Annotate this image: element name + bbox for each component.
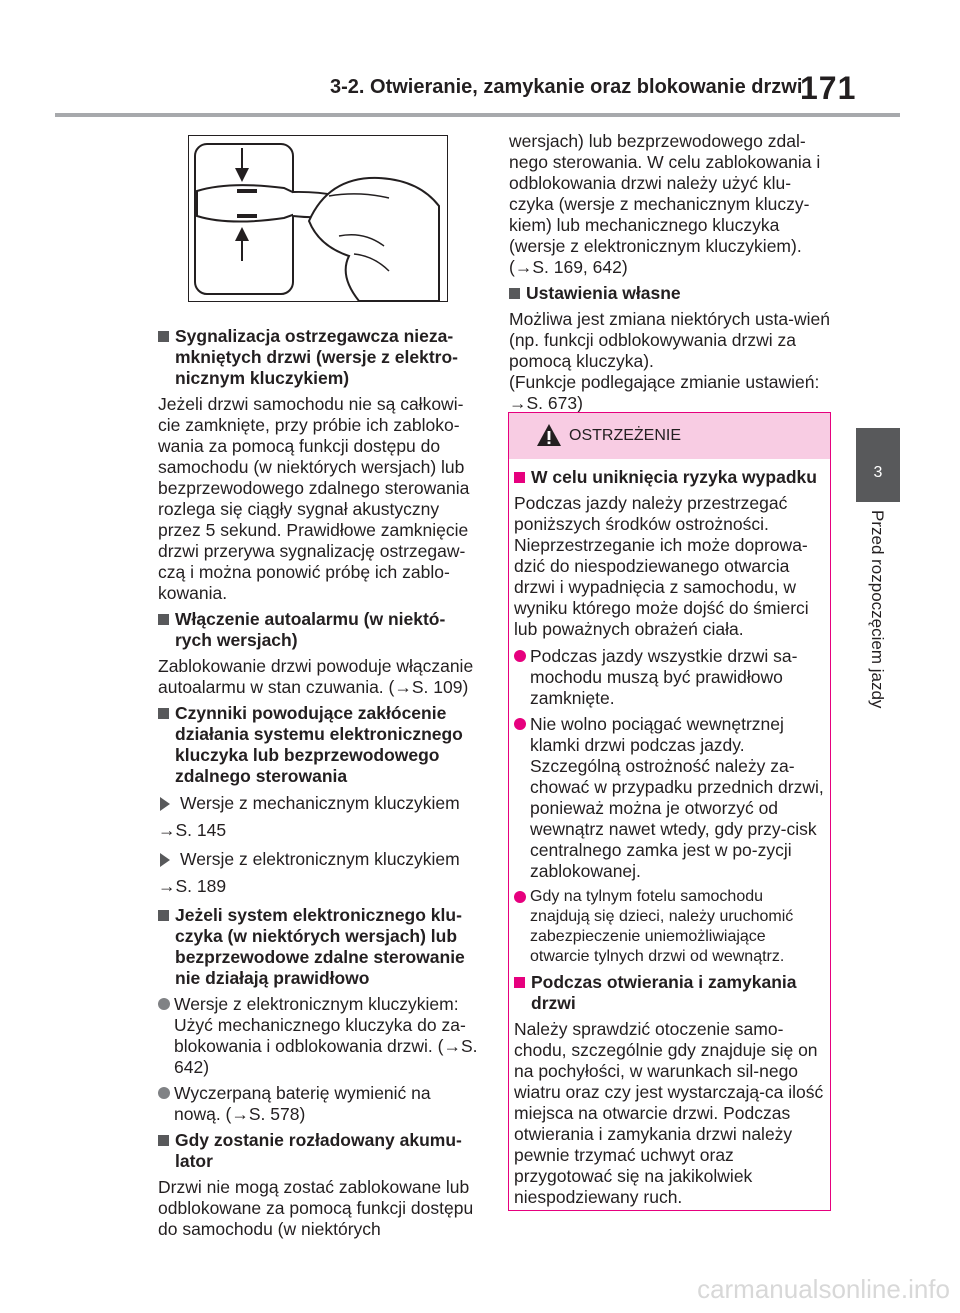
dot-bullet-icon xyxy=(514,650,526,662)
square-bullet-icon xyxy=(158,708,169,719)
page-reference[interactable]: →S. 145 xyxy=(158,820,227,840)
list-item: Gdy na tylnym fotelu samochodu znajdują się dzieci, należy uruchomić zabezpieczenie uniemożliwiające otwarcie tylnych drzwi od wewnątrz. xyxy=(514,887,825,967)
dot-bullet-icon xyxy=(158,998,170,1010)
paragraph: (Funkcje podlegające zmianie ustawień: →S. 673) xyxy=(509,372,820,413)
square-bullet-icon xyxy=(514,977,525,988)
square-bullet-icon xyxy=(158,1135,169,1146)
warning-subheading: W celu uniknięcia ryzyka wypadku xyxy=(514,467,825,488)
list-item: Podczas jazdy wszystkie drzwi sa-mochodu muszą być prawidłowo zamknięte. xyxy=(514,646,825,709)
paragraph: Możliwa jest zmiana niektórych usta-wień (np. funkcji odblokowywania drzwi za pomocą kluczyka). xyxy=(509,309,830,371)
triangle-bullet-icon xyxy=(160,853,170,867)
list-item: Wersje z elektronicznym kluczykiem: Użyć mechanicznego kluczyka do za-blokowania i odblokowania drzwi. (→S. 642) xyxy=(158,994,480,1078)
section-heading: Włączenie autoalarmu (w niektó-rych wersjach) xyxy=(158,609,480,651)
paragraph: Drzwi nie mogą zostać zablokowane lub odblokowane za pomocą funkcji dostępu do samochodu (w niektórych xyxy=(158,1177,474,1239)
watermark: carmanualsonline.info xyxy=(697,1274,950,1304)
page-reference[interactable]: →S. 189 xyxy=(158,876,227,896)
section-heading: Sygnalizacja ostrzegawcza nieza-mkniętych drzwi (wersje z elektro-nicznym kluczykiem) xyxy=(158,326,480,389)
dot-bullet-icon xyxy=(514,891,526,903)
list-item: Wyczerpaną baterię wymienić na nową. (→S. 578) xyxy=(158,1083,480,1125)
warning-triangle-icon xyxy=(536,423,562,447)
square-bullet-icon xyxy=(514,472,525,483)
dot-bullet-icon xyxy=(158,1087,170,1099)
chapter-tab[interactable]: 3 xyxy=(856,428,900,502)
list-item: Nie wolno pociągać wewnętrznej klamki drzwi podczas jazdy. Szczególną ostrożność należy za-chować w przypadku przednich drzwi, ponieważ można je otworzyć od wewnątrz nawet wtedy, gdy przy-cisk centralnego zamka jest w po-zycji zablokowanej. xyxy=(514,714,825,882)
page-number: 171 xyxy=(800,70,857,106)
square-bullet-icon xyxy=(158,614,169,625)
paragraph: Podczas jazdy należy przestrzegać poniższych środków ostrożności. Nieprzestrzeganie ich może doprowa-dzić do niespodziewanego otwarcia drzwi i wypadnięcia z samochodu, w wyniku którego może dojść do śmierci lub poważnych obrażeń ciała. xyxy=(514,493,809,639)
warning-body xyxy=(509,459,830,1208)
header-rule xyxy=(55,113,900,117)
section-heading: Jeżeli system elektronicznego klu-czyka (w niektórych wersjach) lub bezprzewodowe zdalne sterowanie nie działają prawidłowo xyxy=(158,905,480,989)
door-handle-drawing xyxy=(189,136,447,301)
dot-bullet-icon xyxy=(514,718,526,730)
paragraph: Zablokowanie drzwi powoduje włączanie autoalarmu w stan czuwania. (→S. 109) xyxy=(158,656,474,697)
section-heading: Ustawienia własne xyxy=(509,283,834,304)
chapter-title: Przed rozpoczęciem jazdy xyxy=(868,510,887,709)
triangle-bullet-icon xyxy=(160,797,170,811)
square-bullet-icon xyxy=(158,331,169,342)
section-heading: Czynniki powodujące zakłócenie działania systemu elektronicznego kluczyka lub bezprzewodowego zdalnego sterowania xyxy=(158,703,480,787)
paragraph: Należy sprawdzić otoczenie samo-chodu, szczególnie gdy znajduje się on na pochyłości, w warunkach sil-nego wiatru oraz czy jest wystarczają-ca ilość miejsca na otwarcie drzwi. Podczas otwierania i zamykania drzwi należy pewnie trzymać uchwyt oraz przygotować się na jakikolwiek niespodziewany ruch. xyxy=(514,1019,824,1207)
door-handle-illustration xyxy=(188,135,448,302)
warning-title: OSTRZEŻENIE xyxy=(569,427,682,444)
left-column xyxy=(158,326,480,1245)
warning-subheading: Podczas otwierania i zamykania drzwi xyxy=(514,972,825,1014)
right-column xyxy=(509,131,834,419)
version-item: Wersje z elektronicznym kluczykiem xyxy=(158,849,480,870)
warning-header xyxy=(509,413,830,459)
warning-box xyxy=(508,412,831,1211)
section-heading: Gdy zostanie rozładowany akumu-lator xyxy=(158,1130,480,1172)
square-bullet-icon xyxy=(158,910,169,921)
version-item: Wersje z mechanicznym kluczykiem xyxy=(158,793,480,814)
paragraph: Jeżeli drzwi samochodu nie są całkowi-cie zamknięte, przy próbie ich zabloko-wania za pomocą funkcji dostępu do samochodu (w niektórych wersjach) lub bezprzewodowego zdalnego sterowania rozlega się ciągły sygnał akustyczny przez 5 sekund. Prawidłowe zamknięcie drzwi przerywa sygnalizację ostrzegaw-czą i można ponowić próbę ich zablo-kowania. xyxy=(158,394,470,603)
square-bullet-icon xyxy=(509,288,520,299)
section-title: 3-2. Otwieranie, zamykanie oraz blokowanie drzwi xyxy=(330,76,803,98)
paragraph: wersjach) lub bezprzewodowego zdal-nego sterowania. W celu zablokowania i odblokowania drzwi należy użyć klu-czyka (wersje z mechanicznym kluczy-kiem) lub mechanicznego kluczyka (wersje z elektronicznym kluczykiem). (→S. 169, 642) xyxy=(509,131,821,277)
